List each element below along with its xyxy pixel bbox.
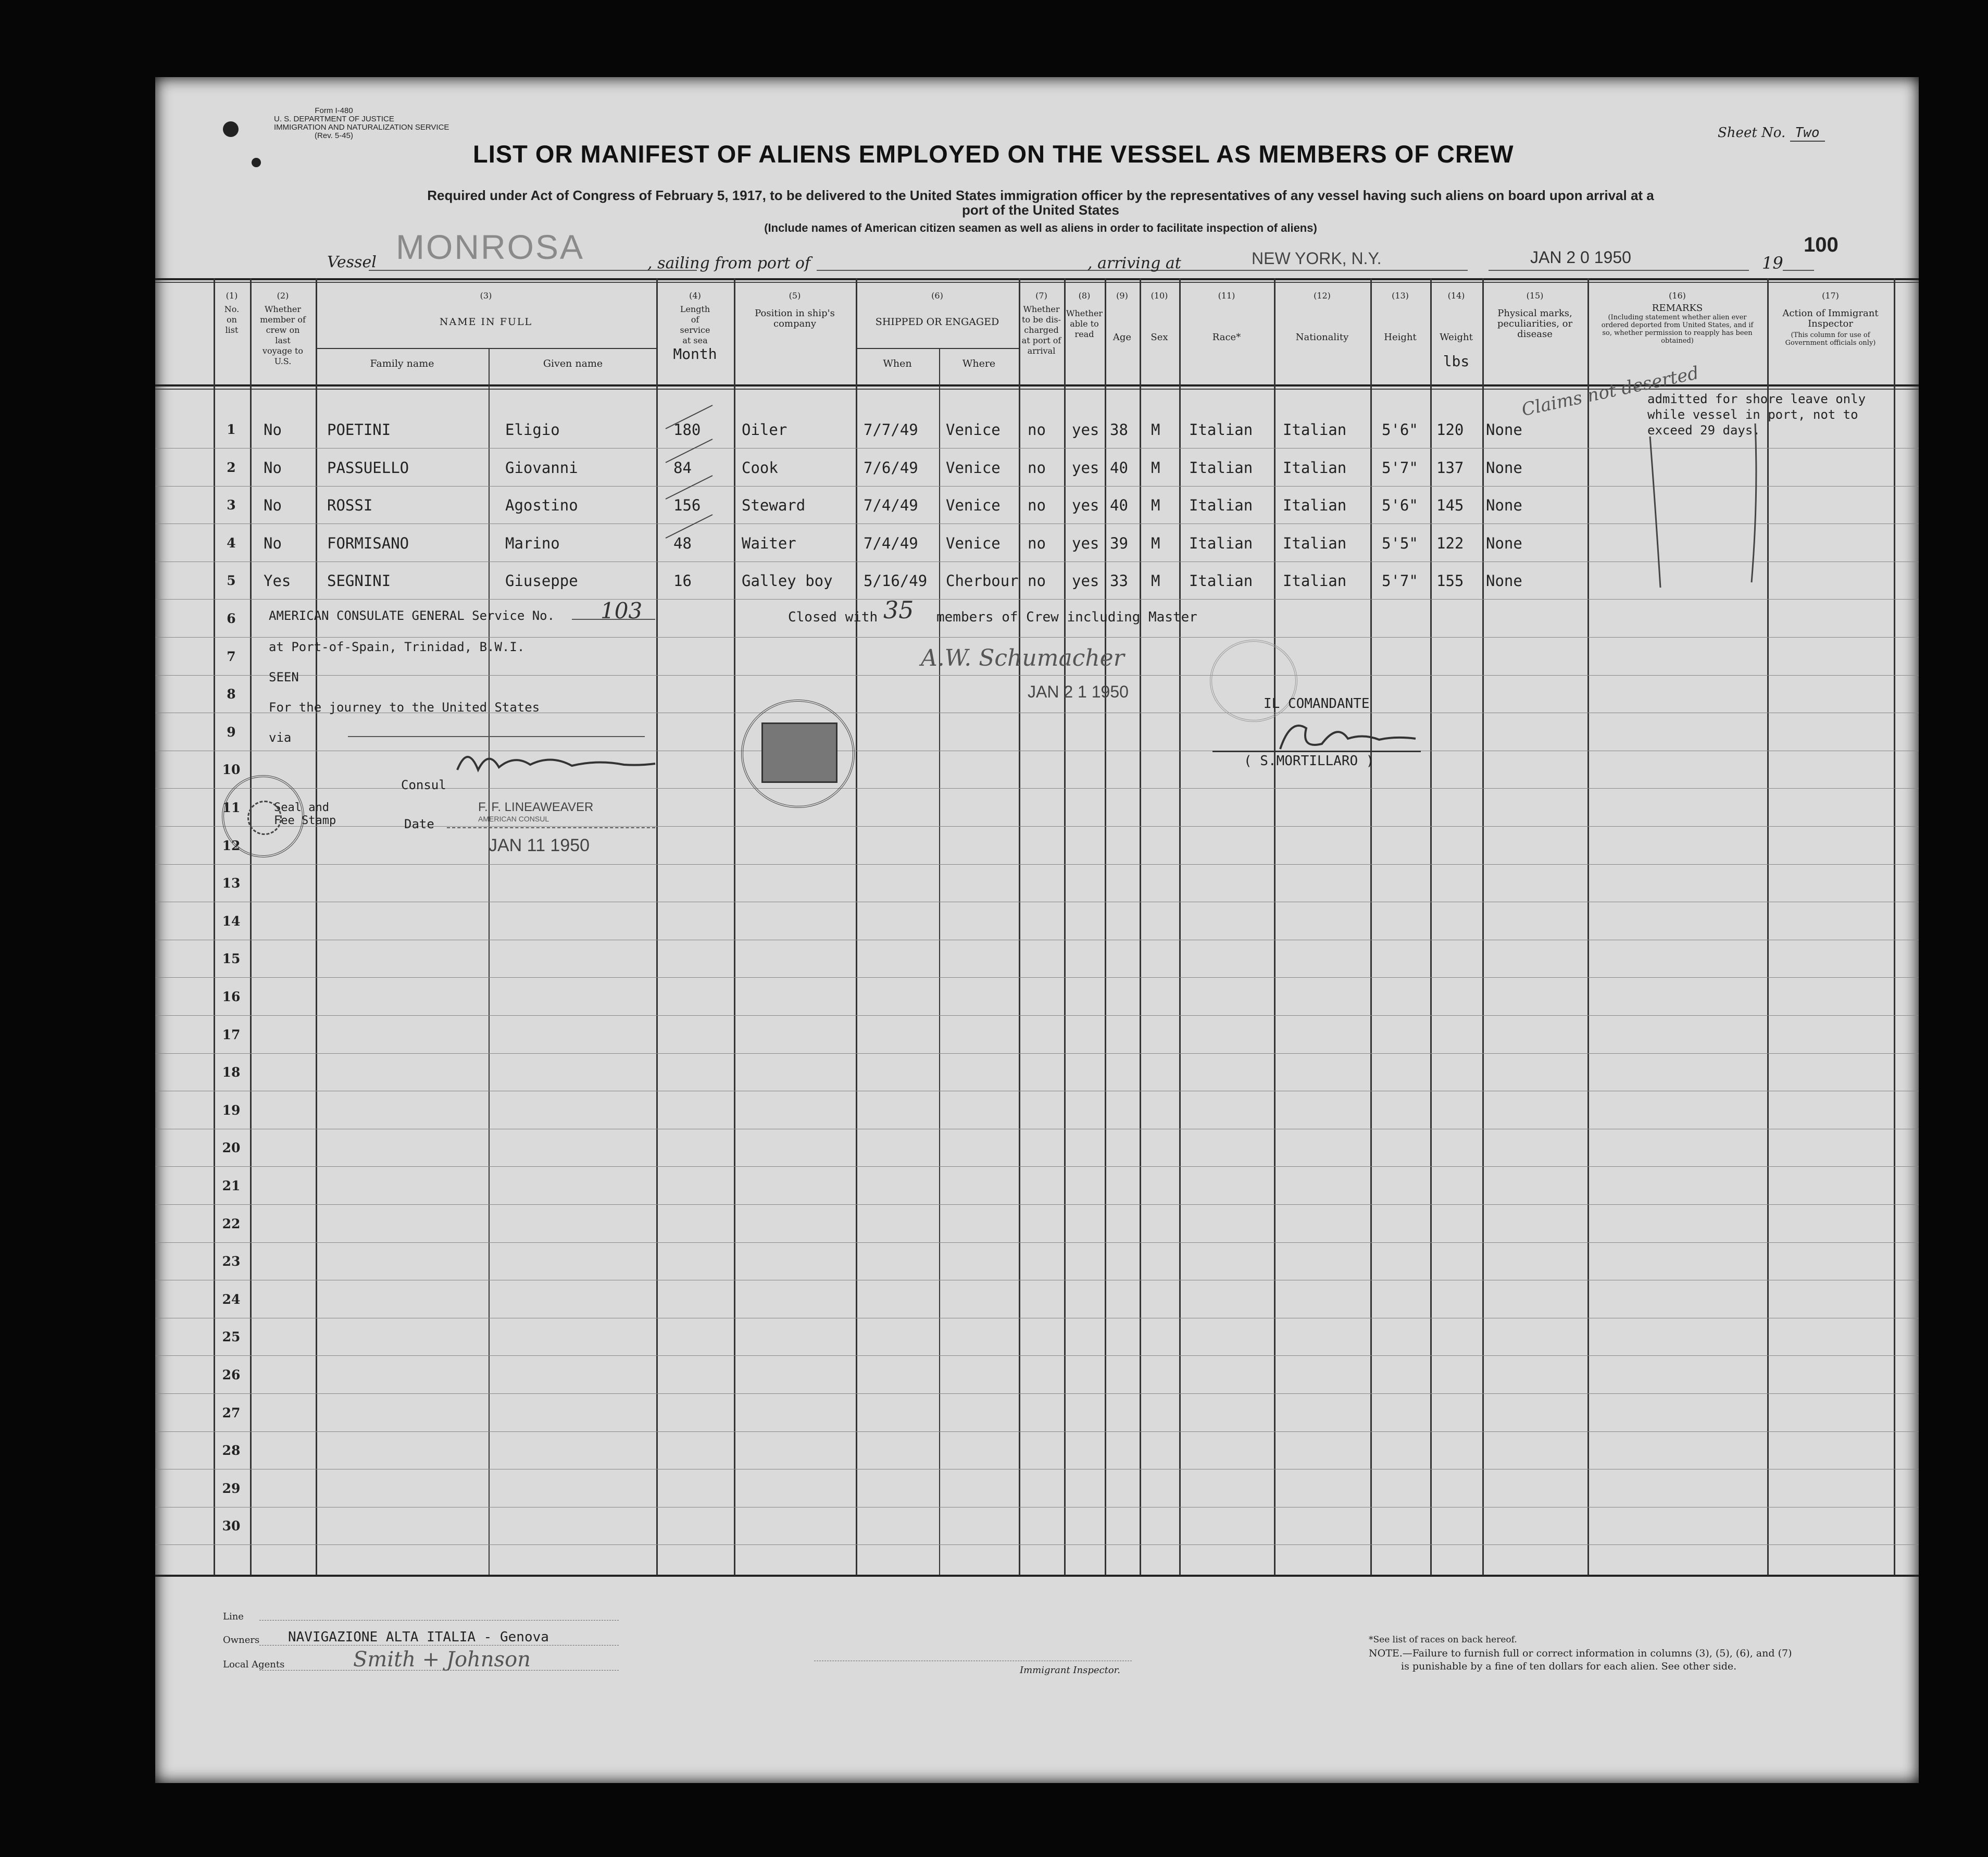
crew-race: Italian bbox=[1189, 572, 1253, 590]
row-rule bbox=[155, 1355, 1919, 1356]
crew-prev-voyage: No bbox=[264, 496, 282, 515]
row-number: 17 bbox=[222, 1027, 241, 1042]
service-tick-marks bbox=[655, 400, 718, 567]
ink-blot bbox=[252, 158, 261, 167]
remarks-line-1: admitted for shore leave only bbox=[1647, 392, 1866, 406]
col16-number: (16) bbox=[1669, 291, 1686, 301]
eagle-icon bbox=[247, 801, 282, 835]
row-rule bbox=[155, 1393, 1919, 1394]
crew-given-name: Marino bbox=[505, 534, 560, 552]
crew-prev-voyage: Yes bbox=[264, 572, 291, 590]
crew-prev-voyage: No bbox=[264, 421, 282, 439]
crew-service-length: 48 bbox=[673, 534, 692, 552]
row-number: 14 bbox=[222, 913, 241, 929]
row-number: 23 bbox=[222, 1254, 241, 1269]
crew-nationality: Italian bbox=[1283, 496, 1347, 515]
year-prefix: 19 bbox=[1762, 253, 1783, 273]
row-rule bbox=[155, 1242, 1919, 1243]
row-rule bbox=[155, 1431, 1919, 1432]
revenue-stamp-icon bbox=[761, 722, 837, 783]
col4-number: (4) bbox=[689, 291, 701, 301]
col11-number: (11) bbox=[1218, 291, 1235, 301]
consulate-line-1: AMERICAN CONSULATE GENERAL Service No. bbox=[269, 608, 555, 623]
row-number: 28 bbox=[222, 1443, 241, 1459]
crew-sex: M bbox=[1151, 496, 1160, 515]
crew-height: 5'7" bbox=[1382, 572, 1418, 590]
arrival-date-stamp: JAN 2 0 1950 bbox=[1530, 248, 1631, 267]
row-rule bbox=[155, 637, 1919, 638]
col9-number: (9) bbox=[1116, 291, 1128, 301]
crew-race: Italian bbox=[1189, 421, 1253, 439]
department: U. S. DEPARTMENT OF JUSTICE bbox=[274, 115, 394, 123]
crew-shipped-when: 7/6/49 bbox=[864, 458, 918, 477]
crew-age: 33 bbox=[1110, 572, 1128, 590]
sailing-label: , sailing from port of bbox=[647, 254, 811, 272]
crew-physical-marks: None bbox=[1486, 458, 1522, 477]
col14-header: Weight bbox=[1440, 332, 1473, 343]
col3-number: (3) bbox=[480, 291, 492, 301]
crew-shipped-when: 7/4/49 bbox=[864, 496, 918, 515]
crew-nationality: Italian bbox=[1283, 572, 1347, 590]
arriving-label: , arriving at bbox=[1087, 254, 1181, 272]
col14-unit: lbs bbox=[1443, 353, 1470, 370]
consulate-via: via bbox=[269, 730, 292, 745]
row-number: 10 bbox=[222, 762, 241, 778]
row-rule bbox=[155, 599, 1919, 600]
crew-weight: 145 bbox=[1436, 496, 1464, 515]
crew-nationality: Italian bbox=[1283, 534, 1347, 552]
date-label: Date bbox=[404, 817, 434, 831]
col10-number: (10) bbox=[1151, 291, 1168, 301]
row-number: 13 bbox=[222, 876, 241, 891]
sheet-number: Two bbox=[1790, 125, 1825, 142]
crew-race: Italian bbox=[1189, 534, 1253, 552]
form-subtitle-3: (Include names of American citizen seamen as well as aliens in order to facilitate inspection of aliens) bbox=[764, 221, 1317, 234]
form-id: Form I-480 bbox=[315, 106, 353, 115]
row-rule bbox=[155, 864, 1919, 865]
vessel-name: MONROSA bbox=[396, 228, 585, 266]
row-rule bbox=[155, 675, 1919, 676]
note-line-2: is punishable by a fine of ten dollars for each alien. See other side. bbox=[1401, 1661, 1737, 1672]
crew-shipped-where: Venice bbox=[946, 496, 1001, 515]
crew-family-name: SEGNINI bbox=[327, 572, 391, 590]
crew-race: Italian bbox=[1189, 458, 1253, 477]
row-number: 18 bbox=[222, 1065, 241, 1080]
col2-header: Whether member of crew on last voyage to U.S. bbox=[260, 304, 306, 366]
row-number: 26 bbox=[222, 1367, 241, 1382]
races-note: *See list of races on back hereof. bbox=[1369, 1635, 1517, 1645]
consulate-line-2: at Port-of-Spain, Trinidad, B.W.I. bbox=[269, 640, 525, 654]
crew-position: Galley boy bbox=[742, 572, 833, 590]
crew-prev-voyage: No bbox=[264, 458, 282, 477]
row-rule bbox=[155, 1166, 1919, 1167]
consul-label: Consul bbox=[401, 778, 446, 792]
crew-age: 38 bbox=[1110, 421, 1128, 439]
remarks-bracket-lines bbox=[1645, 421, 1775, 593]
crew-weight: 122 bbox=[1436, 534, 1464, 552]
crew-given-name: Agostino bbox=[505, 496, 578, 515]
crew-physical-marks: None bbox=[1486, 421, 1522, 439]
row-number: 9 bbox=[227, 724, 236, 740]
crew-given-name: Giovanni bbox=[505, 458, 578, 477]
col1-header: No. on list bbox=[224, 304, 240, 335]
crew-service-length: 84 bbox=[673, 458, 692, 477]
page-number: 100 bbox=[1804, 233, 1839, 256]
consulate-seen: SEEN bbox=[269, 670, 299, 684]
col3a-header: Family name bbox=[370, 358, 434, 369]
row-rule bbox=[155, 1053, 1919, 1054]
crew-weight: 155 bbox=[1436, 572, 1464, 590]
crew-shipped-when: 5/16/49 bbox=[864, 572, 928, 590]
crew-shipped-where: Venice bbox=[946, 421, 1001, 439]
crew-nationality: Italian bbox=[1283, 458, 1347, 477]
col12-number: (12) bbox=[1314, 291, 1331, 301]
service-name: IMMIGRATION AND NATURALIZATION SERVICE bbox=[274, 123, 449, 132]
crew-family-name: FORMISANO bbox=[327, 534, 409, 552]
remarks-handwritten: Claims not deserted bbox=[1520, 362, 1701, 421]
crew-service-length: 180 bbox=[673, 421, 701, 439]
row-number: 1 bbox=[227, 422, 236, 437]
crew-race: Italian bbox=[1189, 496, 1253, 515]
members-label: members of Crew including Master bbox=[936, 609, 1197, 625]
row-number: 12 bbox=[222, 838, 241, 853]
col17-number: (17) bbox=[1822, 291, 1839, 301]
col6a-header: When bbox=[883, 358, 912, 369]
col10-header: Sex bbox=[1151, 332, 1168, 343]
crew-able-to-read: yes bbox=[1072, 572, 1099, 590]
crew-weight: 120 bbox=[1436, 421, 1464, 439]
crew-able-to-read: yes bbox=[1072, 458, 1099, 477]
col16-header: REMARKS bbox=[1652, 303, 1703, 314]
col6-header: SHIPPED OR ENGAGED bbox=[875, 316, 999, 328]
crew-position: Steward bbox=[742, 496, 806, 515]
arriving-port: NEW YORK, N.Y. bbox=[1252, 249, 1382, 268]
crew-weight: 137 bbox=[1436, 458, 1464, 477]
crew-sex: M bbox=[1151, 458, 1160, 477]
crew-given-name: Giuseppe bbox=[505, 572, 578, 590]
consul-name: F. F. LINEAWEAVER bbox=[478, 800, 594, 814]
col4-header: Length of service at sea bbox=[680, 304, 710, 345]
crew-discharged: no bbox=[1028, 421, 1046, 439]
consulate-service-number: 103 bbox=[601, 598, 643, 624]
sheet-label: Sheet No. bbox=[1718, 125, 1786, 141]
crew-given-name: Eligio bbox=[505, 421, 560, 439]
crew-discharged: no bbox=[1028, 458, 1046, 477]
col12-header: Nationality bbox=[1295, 332, 1349, 343]
crew-able-to-read: yes bbox=[1072, 496, 1099, 515]
row-number: 24 bbox=[222, 1291, 241, 1307]
col2-number: (2) bbox=[277, 291, 289, 301]
consulate-seal bbox=[222, 775, 304, 857]
inspector-label: Immigrant Inspector. bbox=[1020, 1665, 1121, 1676]
col7-number: (7) bbox=[1035, 291, 1047, 301]
col16-subheader: (Including statement whether alien ever ordered deported from United States, and if so, whether permission to reapply has been obtained) bbox=[1601, 314, 1754, 345]
crew-able-to-read: yes bbox=[1072, 421, 1099, 439]
crew-prev-voyage: No bbox=[264, 534, 282, 552]
row-number: 7 bbox=[227, 649, 236, 664]
col8-number: (8) bbox=[1078, 291, 1091, 301]
inspector-signature: A.W. Schumacher bbox=[921, 645, 1124, 671]
crew-height: 5'7" bbox=[1382, 458, 1418, 477]
col3-header: NAME IN FULL bbox=[439, 316, 533, 328]
row-rule bbox=[155, 977, 1919, 978]
col5-header: Position in ship's company bbox=[755, 308, 835, 329]
col14-number: (14) bbox=[1447, 291, 1465, 301]
col7-header: Whether to be dis-charged at port of arrival bbox=[1021, 304, 1061, 356]
crew-family-name: POETINI bbox=[327, 421, 391, 439]
crew-shipped-when: 7/4/49 bbox=[864, 534, 918, 552]
consul-date-stamp: JAN 11 1950 bbox=[489, 836, 590, 855]
col17-header: Action of Immigrant Inspector bbox=[1782, 308, 1879, 329]
form-subtitle-1: Required under Act of Congress of February 5, 1917, to be delivered to the United States immigration officer by the representatives of any vessel having such aliens on board upon arrival at a bbox=[427, 188, 1654, 203]
seal-label: Seal and Fee Stamp bbox=[274, 801, 336, 827]
crew-shipped-when: 7/7/49 bbox=[864, 421, 918, 439]
crew-nationality: Italian bbox=[1283, 421, 1347, 439]
owners-label: Owners bbox=[223, 1635, 260, 1646]
owners-value: NAVIGAZIONE ALTA ITALIA - Genova bbox=[288, 1629, 549, 1645]
vessel-label: Vessel bbox=[327, 253, 377, 271]
crew-age: 40 bbox=[1110, 458, 1128, 477]
col8-header: Whether able to read bbox=[1066, 308, 1103, 339]
row-rule bbox=[155, 1544, 1919, 1545]
col15-header: Physical marks, peculiarities, or disease bbox=[1497, 308, 1573, 340]
consul-title: AMERICAN CONSUL bbox=[478, 815, 549, 823]
crew-family-name: ROSSI bbox=[327, 496, 373, 515]
crew-age: 39 bbox=[1110, 534, 1128, 552]
inspector-date-stamp: JAN 2 1 1950 bbox=[1028, 682, 1129, 701]
row-number: 4 bbox=[227, 535, 236, 551]
row-number: 11 bbox=[222, 800, 241, 815]
note-line-1: NOTE.—Failure to furnish full or correct information in columns (3), (5), (6), and (7) bbox=[1369, 1648, 1792, 1659]
crew-discharged: no bbox=[1028, 496, 1046, 515]
remarks-line-3: exceed 29 days. bbox=[1647, 423, 1760, 438]
row-number: 15 bbox=[222, 951, 241, 967]
row-number: 16 bbox=[222, 989, 241, 1004]
crew-age: 40 bbox=[1110, 496, 1128, 515]
crew-discharged: no bbox=[1028, 534, 1046, 552]
master-title: IL COMANDANTE bbox=[1264, 696, 1370, 712]
master-name: ( S.MORTILLARO ) bbox=[1244, 753, 1374, 769]
crew-physical-marks: None bbox=[1486, 572, 1522, 590]
agents-value: Smith + Johnson bbox=[353, 1648, 531, 1672]
crew-height: 5'6" bbox=[1382, 421, 1418, 439]
crew-sex: M bbox=[1151, 534, 1160, 552]
crew-sex: M bbox=[1151, 421, 1160, 439]
col6-number: (6) bbox=[931, 291, 943, 301]
col3b-header: Given name bbox=[543, 358, 603, 369]
row-number: 19 bbox=[222, 1102, 241, 1118]
crew-discharged: no bbox=[1028, 572, 1046, 590]
ink-blot bbox=[223, 121, 239, 137]
crew-height: 5'5" bbox=[1382, 534, 1418, 552]
row-rule bbox=[155, 1015, 1919, 1016]
row-number: 27 bbox=[222, 1405, 241, 1420]
manifest-sheet bbox=[155, 77, 1919, 1783]
crew-position: Oiler bbox=[742, 421, 787, 439]
line-label: Line bbox=[223, 1611, 244, 1622]
crew-position: Waiter bbox=[742, 534, 796, 552]
row-rule bbox=[155, 1204, 1919, 1205]
col17-subheader: (This column for use of Government officials only) bbox=[1785, 331, 1876, 347]
crew-service-length: 156 bbox=[673, 496, 701, 515]
crew-physical-marks: None bbox=[1486, 496, 1522, 515]
crew-service-length: 16 bbox=[673, 572, 692, 590]
row-number: 22 bbox=[222, 1216, 241, 1231]
crew-physical-marks: None bbox=[1486, 534, 1522, 552]
col13-number: (13) bbox=[1392, 291, 1409, 301]
crew-position: Cook bbox=[742, 458, 778, 477]
consulate-journey: For the journey to the United States bbox=[269, 700, 540, 715]
row-number: 6 bbox=[227, 611, 236, 626]
row-number: 25 bbox=[222, 1329, 241, 1345]
col11-header: Race* bbox=[1212, 332, 1241, 343]
row-number: 30 bbox=[222, 1518, 241, 1534]
col6b-header: Where bbox=[962, 358, 996, 369]
crew-able-to-read: yes bbox=[1072, 534, 1099, 552]
col9-header: Age bbox=[1112, 332, 1132, 343]
crew-height: 5'6" bbox=[1382, 496, 1418, 515]
row-number: 3 bbox=[227, 497, 236, 513]
row-number: 8 bbox=[227, 687, 236, 702]
col1-number: (1) bbox=[226, 291, 238, 301]
crew-count: 35 bbox=[883, 596, 914, 624]
fee-stamp bbox=[741, 700, 855, 808]
crew-shipped-where: Venice bbox=[946, 534, 1001, 552]
agents-label: Local Agents bbox=[223, 1659, 285, 1670]
crew-shipped-where: Venice bbox=[946, 458, 1001, 477]
closed-with-label: Closed with bbox=[788, 609, 878, 625]
col15-number: (15) bbox=[1526, 291, 1544, 301]
crew-shipped-where: Cherbour bbox=[946, 572, 1019, 590]
col4-unit: Month bbox=[673, 345, 717, 363]
row-number: 2 bbox=[227, 459, 236, 475]
crew-sex: M bbox=[1151, 572, 1160, 590]
form-title: LIST OR MANIFEST OF ALIENS EMPLOYED ON THE VESSEL AS MEMBERS OF CREW bbox=[473, 140, 1514, 168]
form-revision: (Rev. 5-45) bbox=[315, 131, 353, 140]
col13-header: Height bbox=[1384, 332, 1417, 343]
consul-signature bbox=[452, 739, 660, 786]
row-number: 21 bbox=[222, 1178, 241, 1193]
crew-family-name: PASSUELLO bbox=[327, 458, 409, 477]
col5-number: (5) bbox=[789, 291, 801, 301]
row-number: 20 bbox=[222, 1140, 241, 1156]
row-number: 29 bbox=[222, 1480, 241, 1496]
row-number: 5 bbox=[227, 573, 236, 589]
form-subtitle-2: port of the United States bbox=[962, 202, 1119, 218]
remarks-line-2: while vessel in port, not to bbox=[1647, 407, 1858, 422]
